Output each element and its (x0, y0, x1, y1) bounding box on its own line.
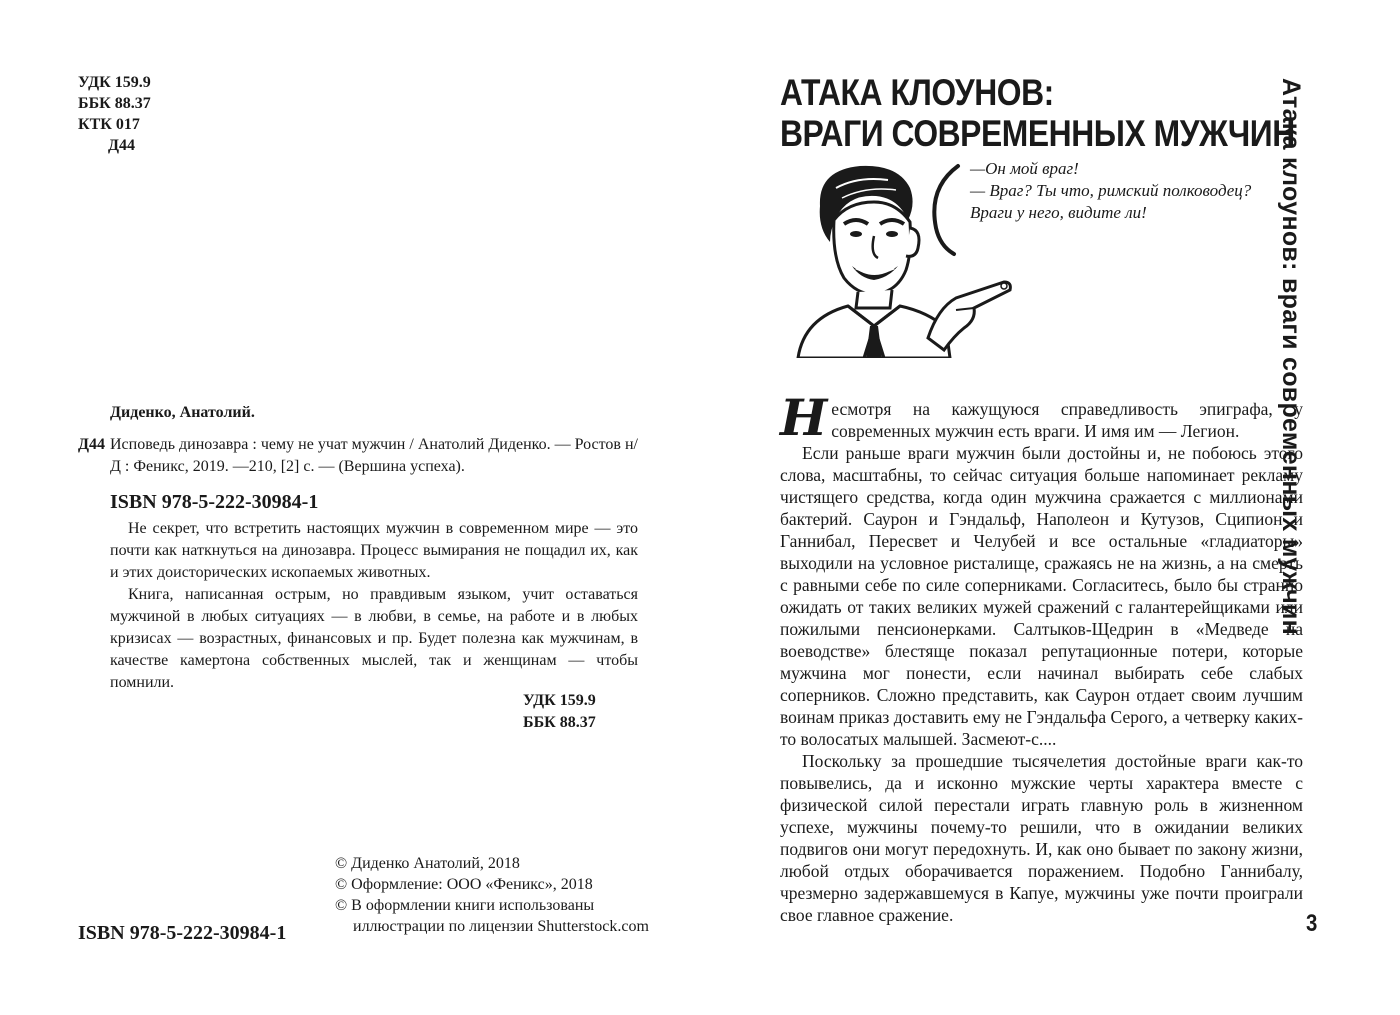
chapter-title (780, 72, 1295, 154)
ktk-code: КТК 017 (78, 116, 140, 133)
isbn-bottom: ISBN 978-5-222-30984-1 (78, 922, 287, 944)
page-number: 3 (1306, 910, 1318, 937)
annotation (110, 518, 638, 694)
annotation-paragraph: Не секрет, что встретить настоящих мужчин в современном мире — это почти как наткнуться на динозавра. Процесс вымирания не пощадил их, как и этих доисторических ископаемых животных. (110, 520, 638, 581)
epigraph-line: Враги у него, видите ли! (970, 203, 1147, 222)
classification-codes (78, 72, 151, 156)
chapter-title-line: ВРАГИ СОВРЕМЕННЫХ МУЖЧИН (780, 113, 1295, 154)
body-paragraph: Поскольку за прошедшие тысячелетия достойные враги как-то повывелись, да и исконно мужские черты характера вместе с физической силой перестали играть главную роль в жизненном успехе, мужчины почему-то решили, что в ожидании великих подвигов они могут передохнуть. И, как оно бывает по закону жизни, любой отдых оборачивается поражением. Подобно Ганнибалу, чрезмерно задержавшемуся в Капуе, мужчины уже почти проиграли свое главное сражение. (780, 751, 1303, 925)
chapter-body (780, 388, 1303, 926)
epigraph-line: — Враг? Ты что, римский полководец? (970, 181, 1252, 200)
isbn: ISBN 978-5-222-30984-1 (110, 491, 319, 513)
copyright-block (335, 853, 649, 937)
body-paragraph-text: есмотря на кажущуюся справедливость эпиграфа, у современных мужчин есть враги. И имя им — Легион. (831, 399, 1303, 441)
body-paragraph (780, 388, 1303, 447)
drop-cap: Н (780, 388, 828, 447)
bottom-bbk: ББК 88.37 (523, 714, 596, 731)
running-head: Атака клоунов: враги современных мужчин (1277, 78, 1305, 636)
annotation-paragraph: Книга, написанная острым, но правдивым языком, учит оставаться мужчиной в любых ситуациях — в любви, в семье, на работе и в любых кризисах — возрастных, финансовых и пр. Будет полезна как мужчинам, в качестве камертона собственных мыслей, так и женщинам — чтобы помнили. (110, 586, 638, 691)
copyright-line: © Оформление: ООО «Феникс», 2018 (335, 876, 593, 893)
copyright-line: иллюстрации по лицензии Shutterstock.com (353, 918, 649, 935)
epigraph (970, 158, 1251, 224)
bottom-codes (523, 690, 596, 734)
epigraph-line: —Он мой враг! (970, 159, 1079, 178)
bbk-code: ББК 88.37 (78, 95, 151, 112)
bib-text: Исповедь динозавра : чему не учат мужчин / Анатолий Диденко. — Ростов н/Д : Феникс, 2019. —210, [2] с. — (Вершина успеха). (110, 436, 638, 475)
body-paragraph: Если раньше враги мужчин были достойны и, не побоюсь этого слова, масштабны, то сейчас ситуация больше напоминает рекламу чистящего средства, когда один мужчина сражается с миллионами бактерий. Саурон и Гэндальф, Наполеон и Кутузов, Сципион и Ганнибал, Пересвет и Челубей и все остальные «гладиаторы» выходили на условное ристалище, сражаясь не на жизнь, а на смерть с равными себе по силе соперниками. Согласитесь, было бы странно ожидать от таких великих мужей сражений с галантерейщиками или пожилыми пенсионерками. Салтыков-Щедрин в «Медведе на воеводстве» блестяще показал репутационные потери, которые мужчина мог понести, если начинал выбирать себе слабых соперников. Сложно представить, как Саурон отдает своим лучшим воинам приказ доставить ему не Гэндальфа Серого, а четверку каких-то волосатых малышей. Засмеют-с.... (780, 443, 1303, 749)
copyright-line: © Диденко Анатолий, 2018 (335, 855, 520, 872)
author-mark: Д44 (108, 137, 136, 154)
author-heading: Диденко, Анатолий. (110, 404, 255, 421)
copyright-line: © В оформлении книги использованы (335, 897, 595, 914)
right-page (700, 0, 1400, 1015)
udk-code: УДК 159.9 (78, 74, 151, 91)
bottom-udk: УДК 159.9 (523, 692, 596, 709)
bib-marker: Д44 (78, 436, 106, 453)
chapter-title-line: АТАКА КЛОУНОВ: (780, 72, 1054, 113)
bibliographic-record (78, 434, 638, 478)
